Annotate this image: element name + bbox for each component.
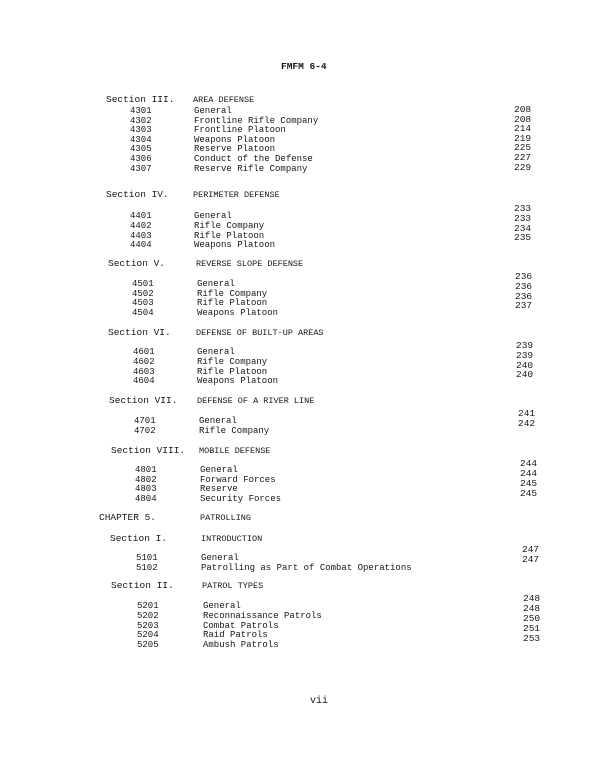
entry-title: General	[194, 106, 232, 116]
entry-title: Weapons Platoon	[197, 307, 279, 318]
entry-title: Patrolling as Part of Combat Operations	[201, 562, 412, 573]
section-title: DEFENSE OF BUILT-UP AREAS	[196, 328, 324, 338]
entry-number: 4304	[130, 134, 152, 145]
entry-number: 4802	[135, 474, 157, 485]
entry-title: Weapons Platoon	[197, 376, 279, 387]
entry-title: Frontline Platoon	[194, 125, 286, 136]
entry-title: Reserve Rifle Company	[194, 163, 308, 174]
section-label: Section VI.	[108, 327, 171, 338]
page-header: FMFM 6-4	[281, 61, 327, 72]
entry-title: Rifle Platoon	[197, 298, 268, 309]
entry-number: 4305	[130, 144, 152, 155]
entry-number: 4803	[135, 484, 157, 495]
entry-page: 239	[516, 349, 534, 361]
entry-page: 236	[515, 290, 533, 302]
entry-title: Raid Patrols	[203, 630, 268, 641]
entry-number: 5205	[137, 640, 159, 651]
entry-page: 241	[518, 408, 536, 419]
entry-title: Weapons Platoon	[194, 240, 276, 251]
entry-page: 233	[514, 203, 532, 214]
entry-number: 4501	[132, 279, 154, 289]
entry-page: 208	[514, 104, 532, 115]
section-label: Section VIII.	[111, 445, 186, 456]
entry-number: 4504	[132, 307, 154, 318]
entry-page: 251	[523, 623, 541, 634]
section-label: Section IV.	[106, 189, 169, 200]
entry-title: Rifle Platoon	[197, 366, 268, 377]
entry-page: 219	[514, 132, 532, 144]
entry-page: 227	[514, 152, 532, 163]
entry-title: Conduct of the Defense	[194, 154, 313, 164]
page-number: vii	[310, 696, 329, 707]
entry-title: General	[200, 465, 238, 475]
entry-page: 233	[514, 212, 532, 224]
entry-page: 237	[515, 300, 533, 312]
entry-page: 250	[523, 613, 541, 624]
entry-title: Reserve	[200, 484, 238, 495]
entry-title: General	[197, 347, 235, 357]
entry-page: 235	[514, 232, 532, 244]
entry-number: 4804	[135, 493, 157, 504]
entry-number: 4801	[135, 465, 157, 475]
section-title: DEFENSE OF A RIVER LINE	[197, 396, 315, 406]
entry-page: 247	[522, 544, 540, 555]
entry-page: 242	[518, 418, 536, 429]
entry-number: 4306	[130, 154, 152, 164]
entry-number: 4403	[130, 230, 152, 241]
section-label: Section VII.	[109, 395, 178, 406]
entry-page: 214	[514, 123, 532, 135]
entry-page: 236	[515, 280, 533, 292]
entry-number: 5202	[137, 610, 159, 621]
entry-number: 4302	[130, 115, 152, 126]
entry-title: Weapons Platoon	[194, 134, 276, 145]
entry-page: 234	[514, 222, 532, 234]
entry-number: 5101	[136, 553, 158, 563]
entry-title: Reserve Platoon	[194, 144, 276, 155]
entry-page: 244	[520, 458, 538, 469]
section-title: MOBILE DEFENSE	[199, 446, 271, 456]
entry-number: 4602	[133, 356, 155, 367]
section-title: PERIMETER DEFENSE	[193, 190, 280, 200]
entry-page: 225	[514, 142, 532, 154]
entry-title: Rifle Platoon	[194, 230, 265, 241]
entry-number: 4301	[130, 106, 152, 116]
entry-title: General	[194, 211, 232, 221]
entry-title: Rifle Company	[199, 425, 270, 436]
entry-title: General	[199, 416, 237, 426]
entry-number: 4303	[130, 125, 152, 136]
entry-title: Security Forces	[200, 493, 282, 504]
entry-title: Rifle Company	[197, 288, 268, 299]
section-label: Section II.	[111, 580, 174, 591]
entry-number: 4402	[130, 220, 152, 231]
entry-title: Reconnaissance Patrols	[203, 610, 322, 621]
entry-title: Rifle Company	[197, 356, 268, 367]
section-title: INTRODUCTION	[201, 534, 263, 544]
entry-number: 4404	[130, 240, 152, 251]
entry-number: 4503	[132, 298, 154, 309]
entry-page: 240	[516, 369, 534, 381]
entry-page: 239	[516, 340, 534, 351]
entry-page: 208	[514, 113, 532, 125]
section-label: Section V.	[108, 258, 166, 269]
entry-number: 5102	[136, 562, 158, 573]
entry-title: Ambush Patrols	[203, 640, 279, 651]
entry-page: 247	[522, 554, 540, 565]
entry-title: General	[203, 601, 241, 611]
entry-number: 4702	[134, 425, 156, 436]
entry-title: Forward Forces	[200, 474, 276, 485]
entry-number: 5203	[137, 620, 159, 631]
entry-number: 5204	[137, 630, 159, 641]
entry-page: 248	[523, 603, 541, 614]
section-label: Section III.	[106, 94, 175, 105]
entry-title: General	[201, 553, 239, 563]
entry-number: 4601	[133, 347, 155, 357]
entry-number: 5201	[137, 601, 159, 611]
section-title: AREA DEFENSE	[193, 95, 255, 105]
entry-title: Combat Patrols	[203, 620, 279, 631]
entry-page: 240	[516, 359, 534, 371]
entry-title: General	[197, 279, 235, 289]
entry-page: 244	[520, 468, 538, 479]
section-title: PATROLLING	[200, 513, 252, 523]
entry-title: Rifle Company	[194, 220, 265, 231]
entry-title: Frontline Rifle Company	[194, 115, 319, 126]
entry-number: 4502	[132, 288, 154, 299]
entry-page: 245	[520, 478, 538, 489]
entry-number: 4603	[133, 366, 155, 377]
entry-number: 4604	[133, 376, 155, 387]
entry-number: 4307	[130, 163, 152, 174]
section-label: Section I.	[110, 533, 168, 544]
section-title: REVERSE SLOPE DEFENSE	[196, 259, 304, 269]
entry-page: 229	[514, 161, 532, 173]
section-title: PATROL TYPES	[202, 581, 264, 591]
entry-page: 248	[523, 593, 541, 604]
entry-number: 4701	[134, 416, 156, 426]
section-label: CHAPTER 5.	[99, 512, 157, 523]
entry-number: 4401	[130, 211, 152, 221]
entry-page: 245	[520, 488, 538, 499]
entry-page: 253	[523, 633, 541, 644]
entry-page: 236	[515, 271, 533, 282]
